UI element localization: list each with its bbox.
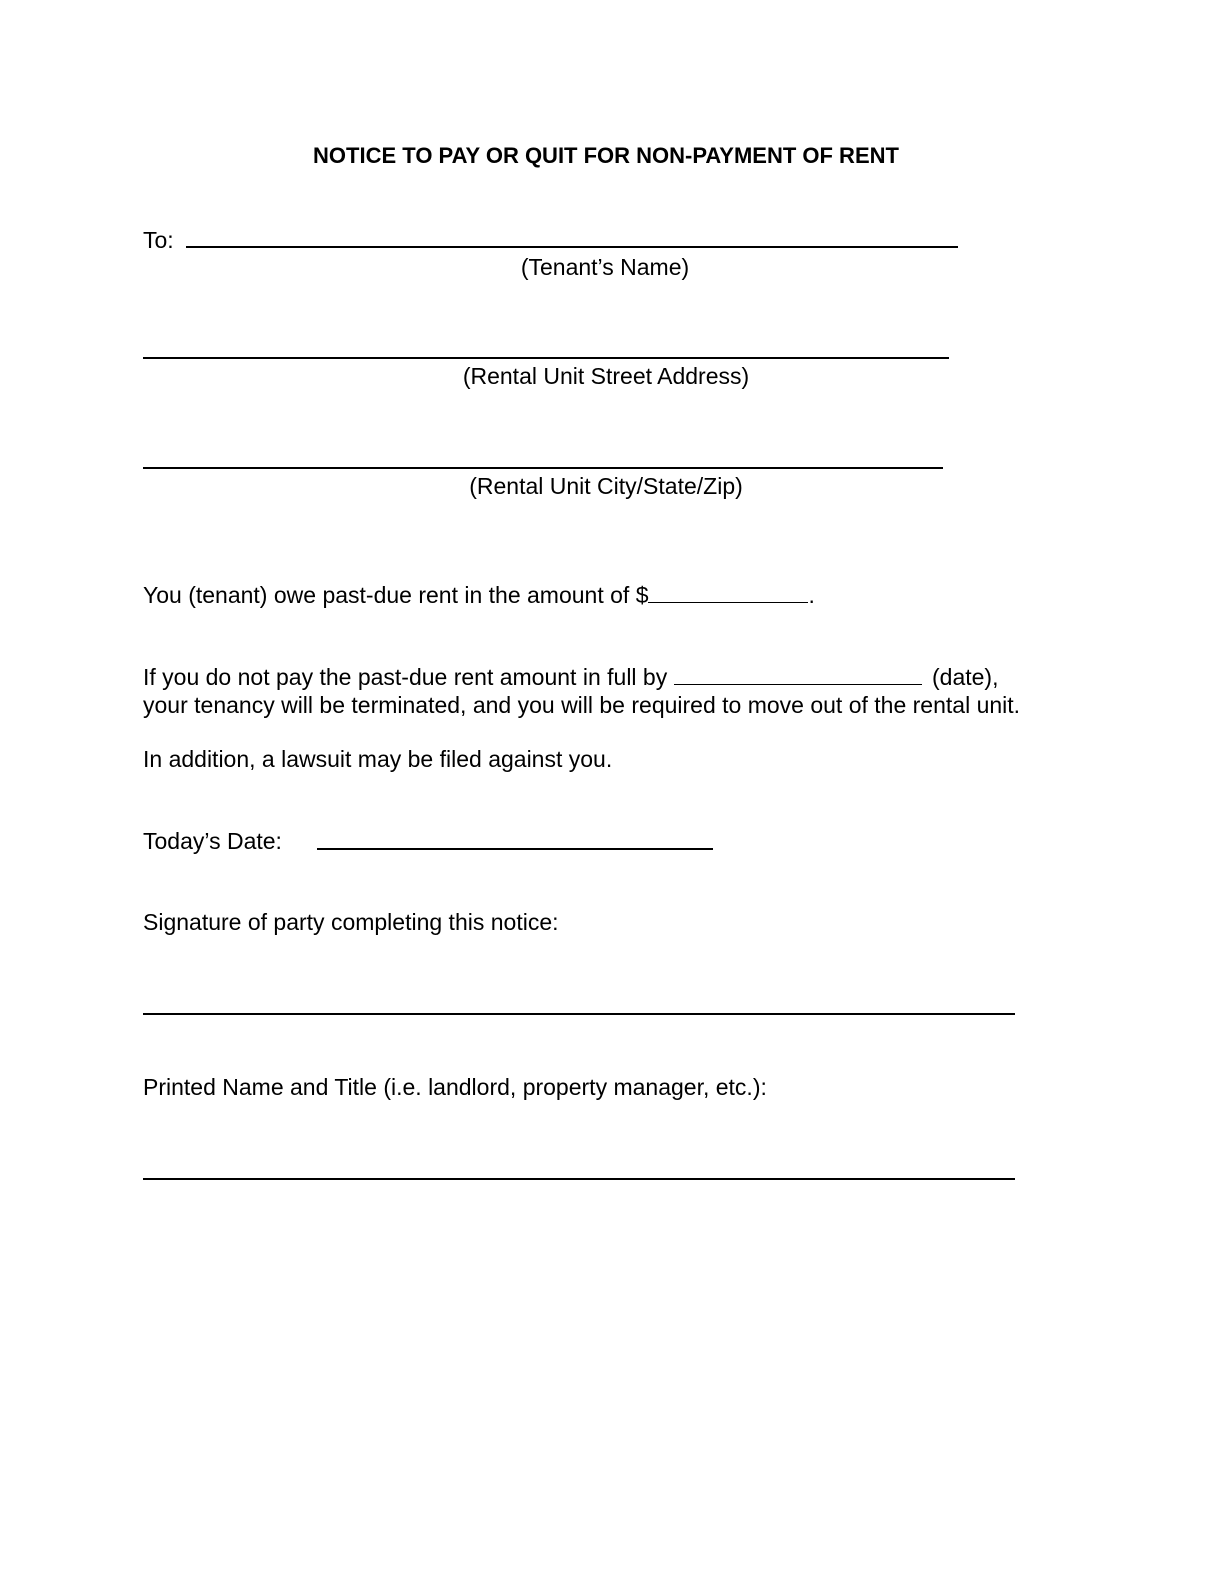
rent-owed-text: You (tenant) owe past-due rent in the amount of $ — [143, 582, 649, 608]
termination-text: your tenancy will be terminated, and you will be required to move out of the rental unit. — [143, 692, 1021, 718]
deadline-date-label: (date), — [932, 664, 999, 690]
deadline-sentence — [143, 664, 998, 691]
tenant-name-caption: (Tenant’s Name) — [520, 254, 690, 280]
rent-owed-sentence — [143, 582, 815, 609]
street-address-field[interactable] — [143, 357, 949, 359]
document-title: NOTICE TO PAY OR QUIT FOR NON-PAYMENT OF RENT — [313, 143, 899, 168]
todays-date-label: Today’s Date: — [143, 828, 282, 854]
street-address-caption: (Rental Unit Street Address) — [462, 363, 750, 389]
lawsuit-text: In addition, a lawsuit may be filed against you. — [143, 746, 613, 772]
signature-label: Signature of party completing this notice: — [143, 909, 559, 935]
tenant-name-field[interactable] — [186, 246, 958, 248]
todays-date-field[interactable] — [317, 848, 713, 850]
city-state-zip-caption: (Rental Unit City/State/Zip) — [469, 473, 743, 499]
rent-amount-field[interactable] — [648, 584, 808, 603]
to-label: To: — [143, 227, 174, 253]
printed-name-field[interactable] — [143, 1178, 1015, 1180]
printed-name-label: Printed Name and Title (i.e. landlord, property manager, etc.): — [143, 1074, 767, 1100]
deadline-date-field[interactable] — [674, 666, 922, 685]
rent-owed-end: . — [808, 582, 815, 608]
signature-field[interactable] — [143, 1013, 1015, 1015]
city-state-zip-field[interactable] — [143, 467, 943, 469]
deadline-text: If you do not pay the past-due rent amount in full by — [143, 664, 668, 690]
